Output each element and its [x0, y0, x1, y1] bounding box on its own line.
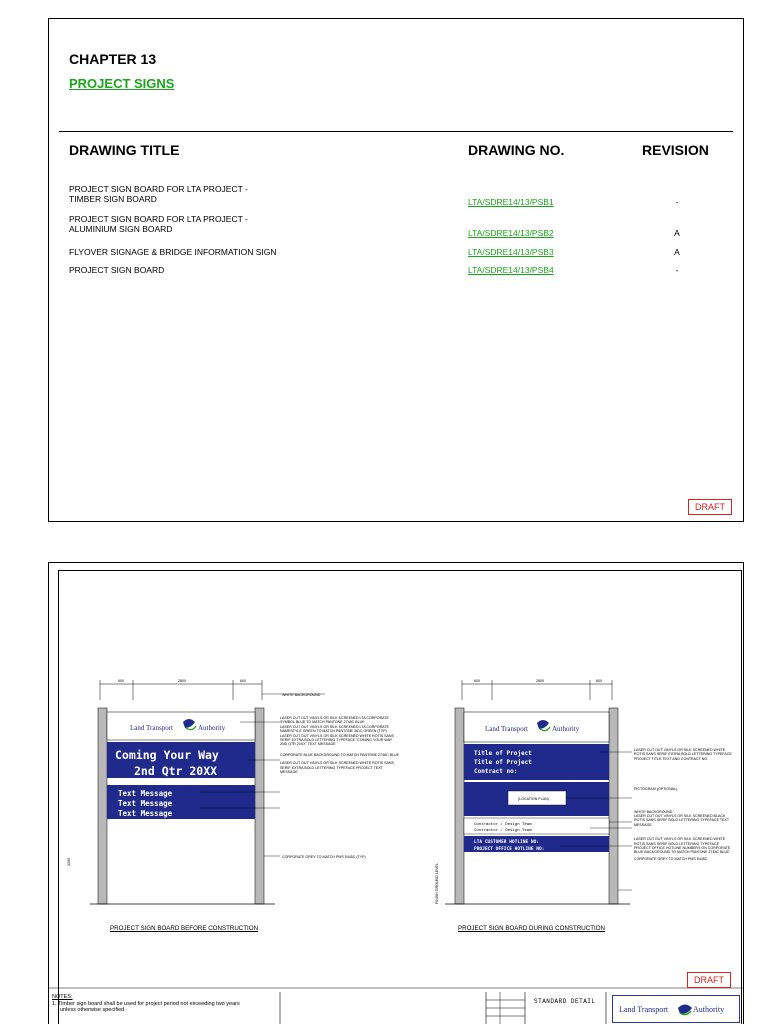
notes-block [52, 994, 240, 1014]
headline-line-1: Coming Your Way [115, 748, 219, 762]
row-title-line: ALUMINIUM SIGN BOARD [69, 224, 173, 234]
right-board-caption: PROJECT SIGN BOARD DURING CONSTRUCTION [458, 925, 606, 932]
callout-note: WHITE BACKGROUND [634, 809, 673, 814]
authority-name-left: Land Transport [130, 724, 173, 732]
authority-name-right: Authority [198, 724, 226, 732]
text-message-2: Text Message [118, 799, 173, 808]
left-post [455, 708, 464, 904]
right-post [609, 708, 618, 904]
note-line: unless otherwise specified. [60, 1007, 126, 1013]
dimension-label: 600 [240, 679, 246, 683]
chapter-heading: CHAPTER 13 [69, 51, 157, 67]
headline-line-2: 2nd Qtr 20XX [134, 764, 218, 778]
note-line: 1. Timber sign board shall be used for project period not exceeding two years [52, 1000, 240, 1007]
callout-note: WHITE BACKGROUND [282, 693, 321, 697]
drawing-number-link[interactable]: LTA/SDRE14/13/PSB1 [468, 197, 554, 207]
dimension-label: 2800 [178, 679, 186, 683]
drawing-number-header: DRAWING NO. [468, 142, 565, 158]
hotline-line-1: LTA CUSTOMER HOTLINE NO: [474, 840, 540, 845]
callout-note: LASER CUT OUT VINYLS OR SILK SCREENED LTA CORPORATE SYMBOL BLUE TO MATCH PANTONE 2748C BLUE [280, 716, 389, 725]
drawing-number-link[interactable]: LTA/SDRE14/13/PSB4 [468, 265, 554, 275]
dimension-label: 2800 [536, 679, 544, 683]
revision-value: - [675, 197, 679, 207]
left-post [98, 708, 107, 904]
drawing-number-link[interactable]: LTA/SDRE14/13/PSB2 [468, 228, 554, 238]
revision-header: REVISION [642, 142, 709, 158]
left-board-caption: PROJECT SIGN BOARD BEFORE CONSTRUCTION [110, 925, 259, 932]
contractor-line-1: Contractor / Design Team [474, 823, 532, 827]
right-post [255, 708, 264, 904]
standard-detail-label: STANDARD DETAIL [534, 998, 596, 1005]
revision-value: A [674, 247, 680, 257]
authority-name-left: Land Transport [485, 725, 528, 733]
dimension-label: 600 [596, 679, 602, 683]
left-callout-notes [280, 693, 400, 859]
callout-note: LASER CUT OUT VINYLS OR SILK SCREENED WHITE ROTIS SANS SERIF EXTRA BOLD LETTERING TYPEFACE PROJECT TITLE TEXT AND CONTRACT NO. [634, 748, 732, 761]
right-sign-board [435, 679, 632, 904]
location-plan-label: (LOCATION PLAN) [518, 797, 549, 801]
drawing-number-link[interactable]: LTA/SDRE14/13/PSB3 [468, 247, 554, 257]
lta-logo-icon [677, 1002, 693, 1016]
dimension-label: 3300 [67, 858, 71, 866]
dimension-label: 600 [474, 679, 480, 683]
contract-number: Contract no: [474, 768, 518, 775]
row-title-line: PROJECT SIGN BOARD [69, 265, 165, 275]
title-block-logo [612, 995, 740, 1023]
hotline-line-2: PROJECT OFFICE HOTLINE NO: [474, 847, 545, 852]
callout-note: LASER CUT OUT VINYLS OR SILK SCREENED WHITE ROTIS SANS SERIF BOLD LETTERING TYPEFACE PROJECT OFFICE HOTLINE NUMBERS ON CORPORATE BLUE BACKGROUND TO MATCH PANTONE 2748C BLUE [634, 837, 731, 855]
logo-name-left: Land Transport [619, 1005, 669, 1014]
text-message-1: Text Message [118, 789, 173, 798]
callout-note: CORPORATE GREY TO MATCH PMS 5445C (TYP) [282, 855, 366, 859]
row-title-line: FLYOVER SIGNAGE & BRIDGE INFORMATION SIGN [69, 247, 277, 257]
revision-value: - [675, 265, 679, 275]
callout-note: LASER CUT OUT VINYLS OR SILK SCREENED WHITE ROTIS SANS SERIF EXTRA BOLD LETTERING TYPEFACE "COMING YOUR WAY 2ND QTR 20XX" TEXT MESSAGE [280, 733, 394, 747]
text-message-3: Text Message [118, 809, 173, 818]
dimension-label: 600 [118, 679, 124, 683]
draft-stamp: DRAFT [687, 972, 731, 988]
callout-note: LASER CUT OUT VINYLS OR SILK SCREENED WHITE ROTIS SANS SERIF EXTRA BOLD LETTERING TYPEFACE PROJECT TEXT MESSAGE [280, 761, 394, 775]
row-title-line: PROJECT SIGN BOARD FOR LTA PROJECT - [69, 184, 248, 194]
chapter-subtitle-link[interactable]: PROJECT SIGNS [69, 76, 175, 91]
authority-name-right: Authority [552, 725, 580, 733]
revision-value: A [674, 228, 680, 238]
callout-note: LASER CUT OUT VINYLS OR SILK SCREENED BLACK ROTIS SANS SERIF BOLD LETTERING TYPEFACE TEXT MESSAGE [634, 814, 730, 827]
callout-note: LASER CUT OUT VINYLS OR SILK SCREENED LTA CORPORATE NAMESTYLE GREEN TO MATCH PANTONE 361C GREEN (TYP) [280, 724, 389, 734]
draft-stamp: DRAFT [688, 499, 732, 515]
logo-name-right: Authority [693, 1005, 725, 1014]
drawing-title-header: DRAWING TITLE [69, 142, 180, 158]
callout-note: PICTOGRAM (OPTIONAL) [634, 787, 678, 792]
notes-title: NOTES: [52, 994, 73, 1000]
contractor-line-2: Contractor / Design Team [474, 829, 532, 833]
right-callout-notes [634, 748, 734, 896]
callout-note: CORPORATE GREY TO MATCH PMS 5445C [634, 856, 708, 861]
project-title-1: Title of Project [474, 750, 532, 757]
callout-note: CORPORATE BLUE BACKGROUND TO MATCH PANTONE 2748C BLUE [280, 752, 400, 757]
project-title-2: Title of Project [474, 759, 532, 766]
row-title-line: PROJECT SIGN BOARD FOR LTA PROJECT - [69, 214, 248, 224]
ground-level-label: FINISH GROUND LEVEL [435, 863, 439, 904]
row-title-line: TIMBER SIGN BOARD [69, 194, 157, 204]
